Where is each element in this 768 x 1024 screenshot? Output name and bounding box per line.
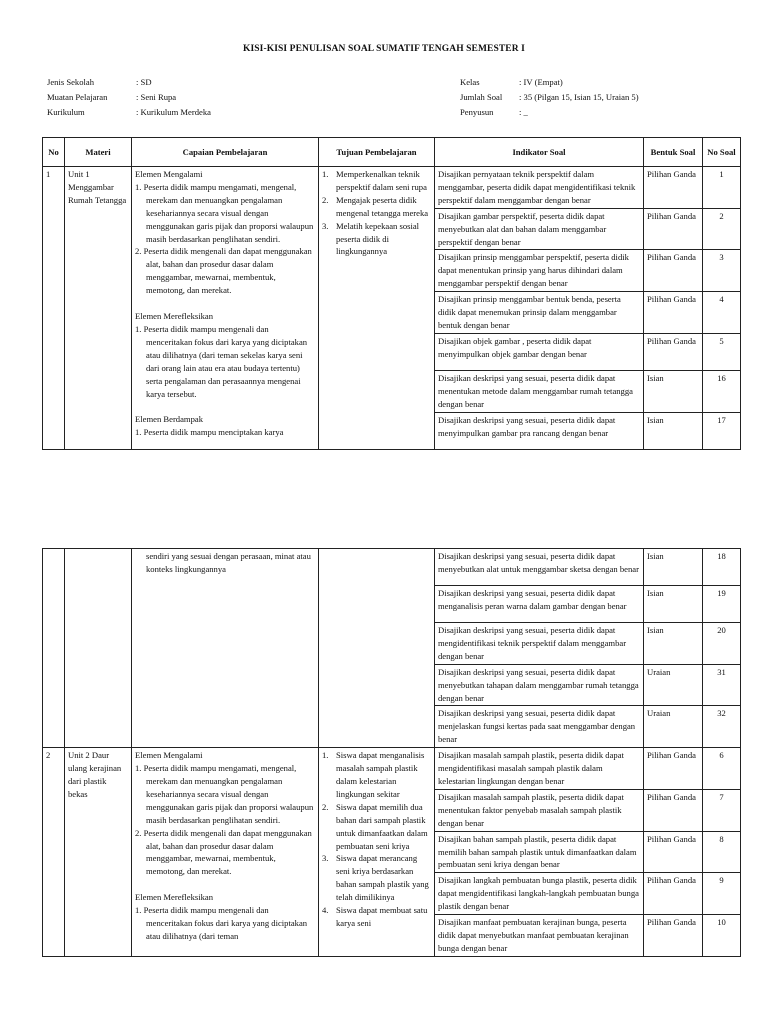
capaian-pembelajaran bbox=[132, 167, 319, 450]
header-tujuan-pembelajaran: Tujuan Pembelajaran bbox=[319, 138, 435, 167]
cp-element-heading: Elemen Berdampak bbox=[135, 414, 204, 425]
row-number: 2 bbox=[43, 748, 65, 957]
kisi-kisi-table-page-1 bbox=[42, 137, 741, 450]
materi-unit: Unit 1 Menggambar Rumah Tetangga bbox=[65, 167, 132, 450]
info-row-kelas bbox=[460, 75, 639, 90]
indikator-soal: Disajikan manfaat pembuatan kerajinan bunga, peserta didik dapat menyebutkan manfaat pembuatan kerajinan bunga dengan benar bbox=[435, 915, 644, 957]
tp-item bbox=[322, 749, 431, 801]
row-number-empty bbox=[43, 549, 65, 748]
no-soal: 32 bbox=[703, 706, 741, 748]
info-label: Jumlah Soal bbox=[460, 92, 503, 102]
tujuan-pembelajaran bbox=[319, 748, 435, 957]
bentuk-soal: Pilihan Ganda bbox=[644, 167, 703, 209]
no-soal: 9 bbox=[703, 873, 741, 915]
no-soal: 19 bbox=[703, 586, 741, 623]
indikator-soal: Disajikan gambar perspektif, peserta didik dapat menyebutkan alat dan bahan dalam menggambar perspektif dengan benar bbox=[435, 208, 644, 250]
info-label: Muatan Pelajaran bbox=[47, 92, 108, 102]
indikator-soal: Disajikan bahan sampah plastik, peserta didik dapat memilih bahan sampah plastik untuk dimanfaatkan dalam pembuatan seni kriya dengan benar bbox=[435, 831, 644, 873]
class-info bbox=[460, 75, 639, 120]
tp-item bbox=[322, 852, 431, 904]
bentuk-soal: Isian bbox=[644, 623, 703, 665]
indikator-soal: Disajikan deskripsi yang sesuai, peserta didik dapat menganalisis peran warna dalam gambar dengan benar bbox=[435, 586, 644, 623]
materi-empty bbox=[65, 549, 132, 748]
tp-text: Mengajak peserta didik mengenal tetangga mereka bbox=[336, 194, 429, 218]
info-value: : Kurikulum Merdeka bbox=[136, 107, 211, 117]
tp-text: Melatih kepekaan sosial peserta didik di lingkungannya bbox=[336, 220, 420, 257]
cp-element-heading: Elemen Mengalami bbox=[135, 750, 203, 761]
info-value: : IV (Empat) bbox=[519, 77, 563, 87]
cp-point: 1. Peserta didik mampu mengamati, mengenal, merekam dan menuangkan pengalaman kesehariannya secara visual dengan menggunakan garis pijak dan proporsi walaupun masih berdasarkan penglihatan sendiri. bbox=[135, 763, 314, 825]
bentuk-soal: Pilihan Ganda bbox=[644, 208, 703, 250]
bentuk-soal: Isian bbox=[644, 412, 703, 449]
no-soal: 16 bbox=[703, 370, 741, 412]
cp-spacer bbox=[135, 400, 315, 413]
tp-text: Memperkenalkan teknik perspektif dalam seni rupa bbox=[336, 169, 427, 192]
kisi-kisi-table-page-2 bbox=[42, 548, 741, 957]
info-row-muatan-pelajaran bbox=[47, 90, 211, 105]
table-header-row bbox=[43, 138, 741, 167]
school-info bbox=[47, 75, 211, 120]
tp-item bbox=[322, 801, 431, 853]
info-value: : _ bbox=[519, 107, 528, 117]
table-row bbox=[43, 167, 741, 209]
indikator-soal: Disajikan masalah sampah plastik, peserta didik dapat menentukan faktor penyebab masalah sampah plastik dengan benar bbox=[435, 789, 644, 831]
no-soal: 20 bbox=[703, 623, 741, 665]
indikator-soal: Disajikan deskripsi yang sesuai, peserta didik dapat menyebutkan tahapan dalam menggambar rumah tetangga dengan benar bbox=[435, 664, 644, 706]
table-row bbox=[43, 549, 741, 586]
tp-number: 4. bbox=[322, 905, 329, 916]
cp-point: sendiri yang sesuai dengan perasaan, minat atau konteks lingkungannya bbox=[146, 551, 311, 574]
header-capaian-pembelajaran: Capaian Pembelajaran bbox=[132, 138, 319, 167]
header-no: No bbox=[43, 138, 65, 167]
bentuk-soal: Pilihan Ganda bbox=[644, 250, 703, 292]
indikator-soal: Disajikan pernyataan teknik perspektif dalam menggambar, peserta didik dapat mengidentifikasi teknik perspektif dalam menggambar dengan benar bbox=[435, 167, 644, 209]
no-soal: 5 bbox=[703, 333, 741, 370]
bentuk-soal: Pilihan Ganda bbox=[644, 748, 703, 790]
capaian-pembelajaran bbox=[132, 748, 319, 957]
header-indikator-soal: Indikator Soal bbox=[435, 138, 644, 167]
indikator-soal: Disajikan deskripsi yang sesuai, peserta didik dapat menjelaskan fungsi kertas pada saat menggambar dengan benar bbox=[435, 706, 644, 748]
bentuk-soal: Isian bbox=[644, 370, 703, 412]
capaian-pembelajaran-continued bbox=[132, 549, 319, 748]
materi-unit: Unit 2 Daur ulang kerajinan dari plastik bekas bbox=[65, 748, 132, 957]
indikator-soal: Disajikan deskripsi yang sesuai, peserta didik dapat menentukan metode dalam menggambar rumah tetangga dengan benar bbox=[435, 370, 644, 412]
info-value: : Seni Rupa bbox=[136, 92, 177, 102]
bentuk-soal: Pilihan Ganda bbox=[644, 333, 703, 370]
row-number: 1 bbox=[43, 167, 65, 450]
tp-number: 3. bbox=[322, 220, 329, 231]
indikator-soal: Disajikan prinsip menggambar bentuk benda, peserta didik dapat menemukan prinsip dalam menggambar bentuk dengan benar bbox=[435, 292, 644, 334]
no-soal: 7 bbox=[703, 789, 741, 831]
bentuk-soal: Pilihan Ganda bbox=[644, 831, 703, 873]
tp-item bbox=[322, 220, 431, 259]
indikator-soal: Disajikan masalah sampah plastik, peserta didik dapat mengidentifikasi masalah sampah plastik dalam kelestarian lingkungan dengan benar bbox=[435, 748, 644, 790]
no-soal: 6 bbox=[703, 748, 741, 790]
info-label: Penyusun bbox=[460, 107, 494, 117]
info-row-kurikulum bbox=[47, 105, 211, 120]
indikator-soal: Disajikan objek gambar , peserta didik dapat menyimpulkan objek gambar dengan benar bbox=[435, 333, 644, 370]
tp-text: Siswa dapat memilih dua bahan dari sampah plastik untuk dimanfaatkan dalam pembuatan seni kriya bbox=[336, 801, 428, 851]
cp-point: 2. Peserta didik mengenali dan dapat menggunakan alat, bahan dan prosedur dasar dalam menggambar, mewarnai, membentuk, memotong, dan merekat. bbox=[135, 246, 312, 296]
tujuan-pembelajaran bbox=[319, 167, 435, 450]
cp-point: 2. Peserta didik mengenali dan dapat menggunakan alat, bahan dan prosedur dasar dalam menggambar, mewarnai, membentuk, memotong, dan merekat. bbox=[135, 827, 312, 877]
bentuk-soal: Isian bbox=[644, 586, 703, 623]
document-title: KISI-KISI PENULISAN SOAL SUMATIF TENGAH SEMESTER I bbox=[243, 44, 525, 54]
bentuk-soal: Pilihan Ganda bbox=[644, 915, 703, 957]
info-row-jumlah-soal bbox=[460, 90, 639, 105]
cp-element-heading: Elemen Mengalami bbox=[135, 169, 203, 179]
bentuk-soal: Isian bbox=[644, 549, 703, 586]
info-value: : 35 (Pilgan 15, Isian 15, Uraian 5) bbox=[519, 92, 639, 102]
cp-point: 1. Peserta didik mampu mengenali dan menceritakan fokus dari karya yang diciptakan atau dilihatnya (dari teman bbox=[135, 905, 308, 941]
no-soal: 31 bbox=[703, 664, 741, 706]
tp-text: Siswa dapat merancang seni kriya berdasarkan bahan sampah plastik yang telah dimilikinya bbox=[336, 853, 429, 903]
bentuk-soal: Pilihan Ganda bbox=[644, 292, 703, 334]
header-materi: Materi bbox=[65, 138, 132, 167]
no-soal: 2 bbox=[703, 208, 741, 250]
no-soal: 17 bbox=[703, 412, 741, 449]
tp-item bbox=[322, 904, 431, 930]
tp-number: 2. bbox=[322, 194, 329, 205]
indikator-soal: Disajikan prinsip menggambar perspektif, peserta didik dapat menentukan prinsip yang harus dihindari dalam menggambar perspektif dengan benar bbox=[435, 250, 644, 292]
cp-point: 1. Peserta didik mampu mengamati, mengenal, merekam dan menuangkan pengalaman kesehariannya secara visual dengan menggunakan garis pijak dan proporsi walaupun masih berdasarkan penglihatan sendiri. bbox=[135, 181, 314, 244]
tp-number: 1. bbox=[322, 750, 329, 761]
cp-spacer bbox=[135, 878, 315, 891]
tp-number: 3. bbox=[322, 853, 329, 864]
cp-spacer bbox=[135, 297, 315, 310]
cp-point: 1. Peserta didik mampu mengenali dan menceritakan fokus dari karya yang diciptakan atau dilihatnya (dari teman sekelas karya seni dari orang lain atau era atau budaya tertentu) serta pengalaman dan perasaannya mengenai karya tersebut. bbox=[135, 323, 308, 399]
indikator-soal: Disajikan deskripsi yang sesuai, peserta didik dapat menyimpulkan gambar pra rancang dengan benar bbox=[435, 412, 644, 449]
cp-element-heading: Elemen Merefleksikan bbox=[135, 892, 214, 903]
bentuk-soal: Uraian bbox=[644, 706, 703, 748]
indikator-soal: Disajikan langkah pembuatan bunga plastik, peserta didik dapat mengidentifikasi langkah-langkah pembuatan bunga plastik dengan benar bbox=[435, 873, 644, 915]
no-soal: 18 bbox=[703, 549, 741, 586]
bentuk-soal: Uraian bbox=[644, 664, 703, 706]
header-bentuk-soal: Bentuk Soal bbox=[644, 138, 703, 167]
no-soal: 4 bbox=[703, 292, 741, 334]
tp-item bbox=[322, 168, 431, 194]
info-row-penyusun bbox=[460, 105, 639, 120]
bentuk-soal: Pilihan Ganda bbox=[644, 873, 703, 915]
table-row bbox=[43, 748, 741, 790]
tp-number: 1. bbox=[322, 169, 329, 179]
tp-text: Siswa dapat membuat satu karya seni bbox=[336, 905, 428, 928]
no-soal: 10 bbox=[703, 915, 741, 957]
info-label: Kelas bbox=[460, 77, 480, 87]
tp-item bbox=[322, 194, 431, 220]
indikator-soal: Disajikan deskripsi yang sesuai, peserta didik dapat mengidentifikasi teknik perspektif dalam menggambar dengan benar bbox=[435, 623, 644, 665]
header-no-soal: No Soal bbox=[703, 138, 741, 167]
tp-text: Siswa dapat menganalisis masalah sampah plastik dalam kelestarian lingkungan sekitar bbox=[336, 750, 425, 799]
indikator-soal: Disajikan deskripsi yang sesuai, peserta didik dapat menyebutkan alat untuk menggambar sketsa dengan benar bbox=[435, 549, 644, 586]
tp-number: 2. bbox=[322, 801, 329, 812]
bentuk-soal: Pilihan Ganda bbox=[644, 789, 703, 831]
no-soal: 8 bbox=[703, 831, 741, 873]
info-label: Kurikulum bbox=[47, 107, 85, 117]
info-label: Jenis Sekolah bbox=[47, 77, 95, 87]
info-value: : SD bbox=[136, 77, 152, 87]
no-soal: 3 bbox=[703, 250, 741, 292]
no-soal: 1 bbox=[703, 167, 741, 209]
cp-point: 1. Peserta didik mampu menciptakan karya bbox=[135, 427, 284, 438]
info-row-jenis-sekolah bbox=[47, 75, 211, 90]
tujuan-empty bbox=[319, 549, 435, 748]
cp-element-heading: Elemen Merefleksikan bbox=[135, 311, 214, 322]
